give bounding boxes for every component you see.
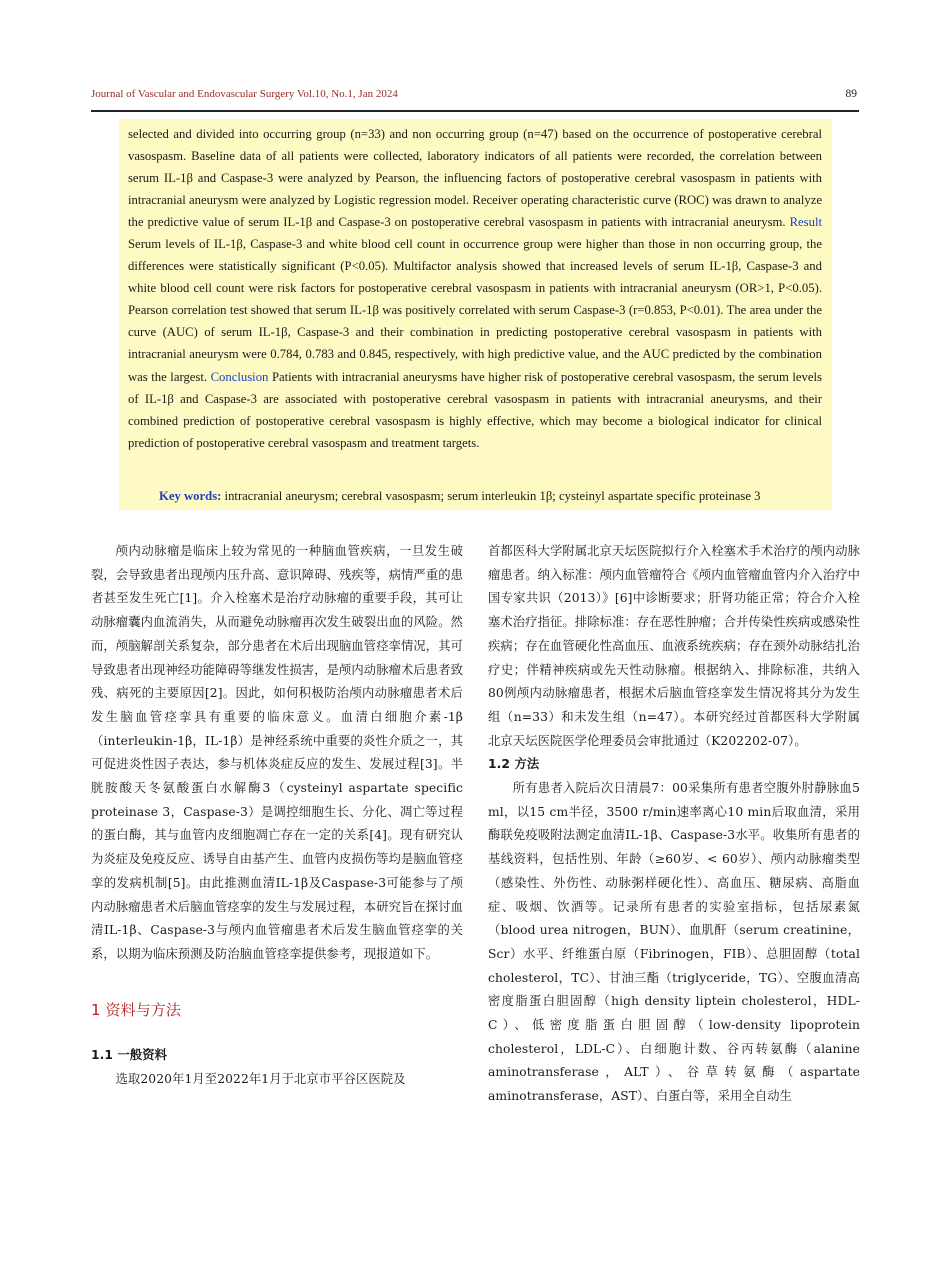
header-rule [91,110,859,112]
keywords [159,486,829,506]
result-label: Result [789,215,823,230]
section-heading: 1 资料与方法 [91,1000,182,1019]
subsection-heading-1-2: 1.2 方法 [488,757,540,772]
paragraph-1-1-cont: 首都医科大学附属北京天坛医院拟行介入栓塞术手术治疗的颅内动脉瘤患者。纳入标准：颅内血管瘤符合《颅内血管瘤血管内介入治疗中国专家共识（2013）》[6]中诊断要求；肝肾功能正常；符合介入栓塞术治疗指征。排除标准：存在恶性肿瘤；合并传染性疾病或感染性疾病；存在血管硬化性高血压、血液系统疾病；存在颈外动脉结扎治疗史；伴精神疾病或先天性动脉瘤。根据纳入、排除标准，共纳入80例颅内动脉瘤患者，根据术后脑血管痉挛发生情况将其分为发生组（n=33）和未发生组（n=47）。本研究经过首都医科大学附属北京天坛医院医学伦理委员会审批通过（K202202-07）。 [488,544,860,748]
intro-paragraph: 颅内动脉瘤是临床上较为常见的一种脑血管疾病，一旦发生破裂，会导致患者出现颅内压升高、意识障碍、残疾等，病情严重的患者甚至发生死亡[1]。介入栓塞术是治疗动脉瘤的重要手段，其可让动脉瘤囊内血流消失，从而避免动脉瘤再次发生破裂出血的风险。然而，颅脑解剖关系复杂，部分患者在术后出现脑血管痉挛情况，其可导致患者出现神经功能障碍等继发性损害，是颅内动脉瘤术后患者致残、病死的主要原因[2]。因此，如何积极防治颅内动脉瘤患者术后发生脑血管痉挛具有重要的临床意义。血清白细胞介素-1β（interleukin-1β，IL-1β）是神经系统中重要的炎性介质之一，其可促进炎性因子表达，参与机体炎症反应的发生、发展过程[3]。半胱胺酸天冬氨酸蛋白水解酶3（cysteinyl aspartate specific proteinase 3，Caspase-3）是调控细胞生长、分化、凋亡等过程的蛋白酶，其与血管内皮细胞凋亡存在一定的关系[4]。现有研究认为炎症及免疫反应、诱导自由基产生、血管内皮损伤等均是脑血管痉挛的发病机制[5]。由此推测血清IL-1β及Caspase-3可能参与了颅内动脉瘤患者术后脑血管痉挛的发生与发展过程，本研究旨在探讨血清IL-1β、Caspase-3与颅内血管瘤患者术后发生脑血管痉挛的关系，以期为临床预测及防治脑血管痉挛提供参考，现报道如下。 [91,544,463,961]
paragraph-1-2: 所有患者入院后次日清晨7：00采集所有患者空腹外肘静脉血5 ml，以15 cm半径，3500 r/min速率离心10 min后取血清，采用酶联免疫吸附法测定血清IL-1β、Caspase-3水平。收集所有患者的基线资料，包括性别、年龄（≥60岁、< 60岁）、颅内动脉瘤类型（感染性、外伤性、动脉粥样硬化性）、高血压、糖尿病、高脂血症、吸烟、饮酒等。记录所有患者的实验室指标，包括尿素氮（blood urea nitrogen，BUN）、血肌酐（serum creatinine，Scr）水平、纤维蛋白原（Fibrinogen，FIB）、总胆固醇（total cholesterol，TC）、甘油三酯（triglyceride，TG）、空腹血清高密度脂蛋白胆固醇（high density liptein cholesterol，HDL-C）、低密度脂蛋白胆固醇（low-density lipoprotein cholesterol，LDL-C）、白细胞计数、谷丙转氨酶（alanine aminotransferase，ALT）、谷草转氨酶（aspartate aminotransferase，AST）、白蛋白等，采用全自动生 [488,781,860,1104]
abstract-result-text: Serum levels of IL-1β, Caspase-3 and white blood cell count in occurrence group were higher than those in non occurring group, the differences were statistically significant (P<0.05). Multifactor analysis showed that increased levels of serum IL-1β, Caspase-3 and white blood cell count were risk factors for postoperative cerebral vasospasm in patients with intracranial aneurysm (OR>1, P<0.05). Pearson correlation test showed that serum IL-1β was positively correlated with serum Caspase-3 (r=0.853, P<0.01). The area under the curve (AUC) of serum IL-1β, Caspase-3 and their combination in predicting postoperative cerebral vasospasm in patients with intracranial aneurysm were 0.784, 0.783 and 0.845, respectively, with high predictive value, and the AUC predicted by the combination was the largest. [128,237,822,384]
abstract-conclusion-text: Patients with intracranial aneurysms have higher risk of postoperative cerebral vasospasm, the serum levels of IL-1β and Caspase-3 are associated with postoperative cerebral vasospasm in patients with intracranial aneurysms, and their combined prediction of postoperative cerebral vasospasm is highly effective, which may become a biological indicator for clinical prediction of postoperative cerebral vasospasm and treatment targets. [128,369,822,450]
keywords-text: intracranial aneurysm; cerebral vasospasm; serum interleukin 1β; cysteinyl aspartate specific proteinase 3 [224,489,761,503]
left-column [91,540,463,1092]
page-number: 89 [845,88,857,100]
conclusion-label: Conclusion [210,369,269,384]
keywords-label: Key words: [159,489,222,503]
journal-title: Journal of Vascular and Endovascular Surgery Vol.10, No.1, Jan 2024 [91,88,398,100]
abstract-methods-text: selected and divided into occurring group (n=33) and non occurring group (n=47) based on the occurrence of postoperative cerebral vasospasm. Baseline data of all patients were collected, laboratory indicators of all patients were recorded, the correlation between serum IL-1β and Caspase-3 were analyzed by Pearson, the influencing factors of postoperative cerebral vasospasm in patients with intracranial aneurysm were analyzed by Logistic regression model. Receiver operating characteristic curve (ROC) was drawn to analyze the predictive value of serum IL-1β and Caspase-3 on postoperative cerebral vasospasm in patients with intracranial aneurysm. [128,127,822,230]
running-header [91,88,859,108]
english-abstract [119,119,832,510]
paragraph-1-1-start: 选取2020年1月至2022年1月于北京市平谷区医院及 [115,1072,406,1087]
subsection-heading-1-1: 1.1 一般资料 [91,1048,168,1063]
right-column [488,540,860,1109]
